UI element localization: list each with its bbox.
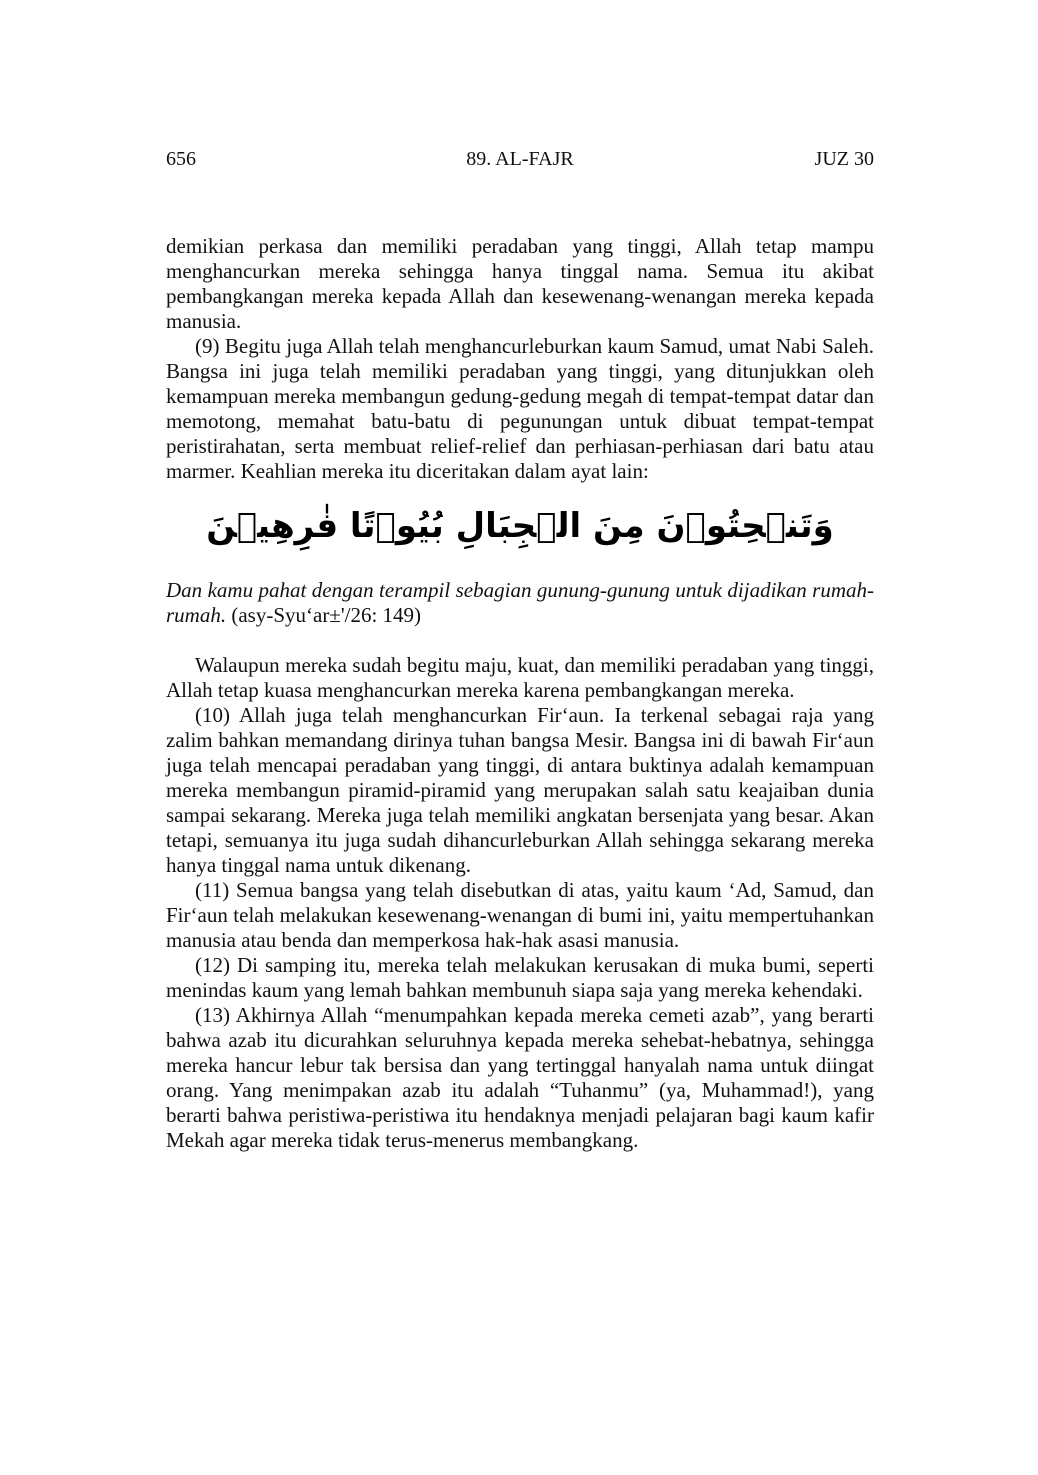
paragraph-continuation: demikian perkasa dan memiliki peradaban yang tinggi, Allah tetap mampu menghancurkan mereka sehingga hanya tinggal nama. Semua itu akibat pembangkangan mereka kepada Allah dan kesewenang-wenangan mereka kepada manusia.	[166, 234, 874, 333]
juz-label: JUZ 30	[814, 148, 874, 170]
paragraph-11: (11) Semua bangsa yang telah disebutkan di atas, yaitu kaum ‘Ad, Samud, dan Fir‘aun telah melakukan kesewenang-wenangan di bumi ini, yaitu mempertuhankan manusia atau benda dan memperkosa hak-hak asasi manusia.	[166, 878, 874, 952]
paragraph-summary: Walaupun mereka sudah begitu maju, kuat, dan memiliki peradaban yang tinggi, Allah tetap kuasa menghancurkan mereka karena pembangkangan mereka.	[166, 653, 874, 702]
arabic-verse: وَتَنۡحِتُوۡنَ مِنَ الۡجِبَالِ بُيُوۡتًا فٰرِهِيۡنَ	[206, 506, 834, 546]
paragraph-12: (12) Di samping itu, mereka telah melakukan kerusakan di muka bumi, seperti menindas kaum yang lemah bahkan membunuh siapa saja yang mereka kehendaki.	[166, 953, 874, 1002]
paragraph-13: (13) Akhirnya Allah “menumpahkan kepada mereka cemeti azab”, yang berarti bahwa azab itu dicurahkan seluruhnya kepada mereka sehebat-hebatnya, sehingga mereka hancur lebur tak bersisa dan yang tertinggal hanyalah nama untuk diingat orang. Yang menimpakan azab itu adalah “Tuhanmu” (ya, Muhammad!), yang berarti bahwa peristiwa-peristiwa itu hendaknya menjadi pelajaran bagi kaum kafir Mekah agar mereka tidak terus-menerus membangkang.	[166, 1003, 874, 1152]
spacer	[166, 628, 874, 653]
page-body	[166, 234, 874, 1153]
chapter-title: 89. AL-FAJR	[466, 148, 574, 170]
paragraph-9: (9) Begitu juga Allah telah menghancurleburkan kaum Samud, umat Nabi Saleh. Bangsa ini juga telah memiliki peradaban yang tinggi, yang ditunjukkan oleh kemampuan mereka membangun gedung-gedung megah di tempat-tempat datar dan memotong, memahat batu-batu di pegunungan untuk dibuat tempat-tempat peristirahatan, serta membuat relief-relief dan perhiasan-perhiasan dari batu atau marmer. Keahlian mereka itu diceritakan dalam ayat lain:	[166, 334, 874, 483]
page-number: 656	[166, 148, 196, 170]
verse-translation	[166, 578, 874, 628]
page-header	[166, 144, 874, 174]
verse-reference: (asy-Syu‘ar±'/26: 149)	[226, 603, 422, 627]
translation-text: Dan kamu pahat dengan terampil sebagian gunung-gunung untuk dijadikan rumah-rumah.	[166, 578, 874, 627]
paragraph-10: (10) Allah juga telah menghancurkan Fir‘aun. Ia terkenal sebagai raja yang zalim bahkan memandang dirinya tuhan bangsa Mesir. Bangsa ini di bawah Fir‘aun juga telah mencapai peradaban yang tinggi, di antara buktinya adalah kemampuan mereka membangun piramid-piramid yang merupakan salah satu keajaiban dunia sampai sekarang. Mereka juga telah memiliki angkatan bersenjata yang besar. Akan tetapi, semuanya itu juga sudah dihancurleburkan Allah sehingga sekarang mereka hanya tinggal nama untuk dikenang.	[166, 703, 874, 877]
